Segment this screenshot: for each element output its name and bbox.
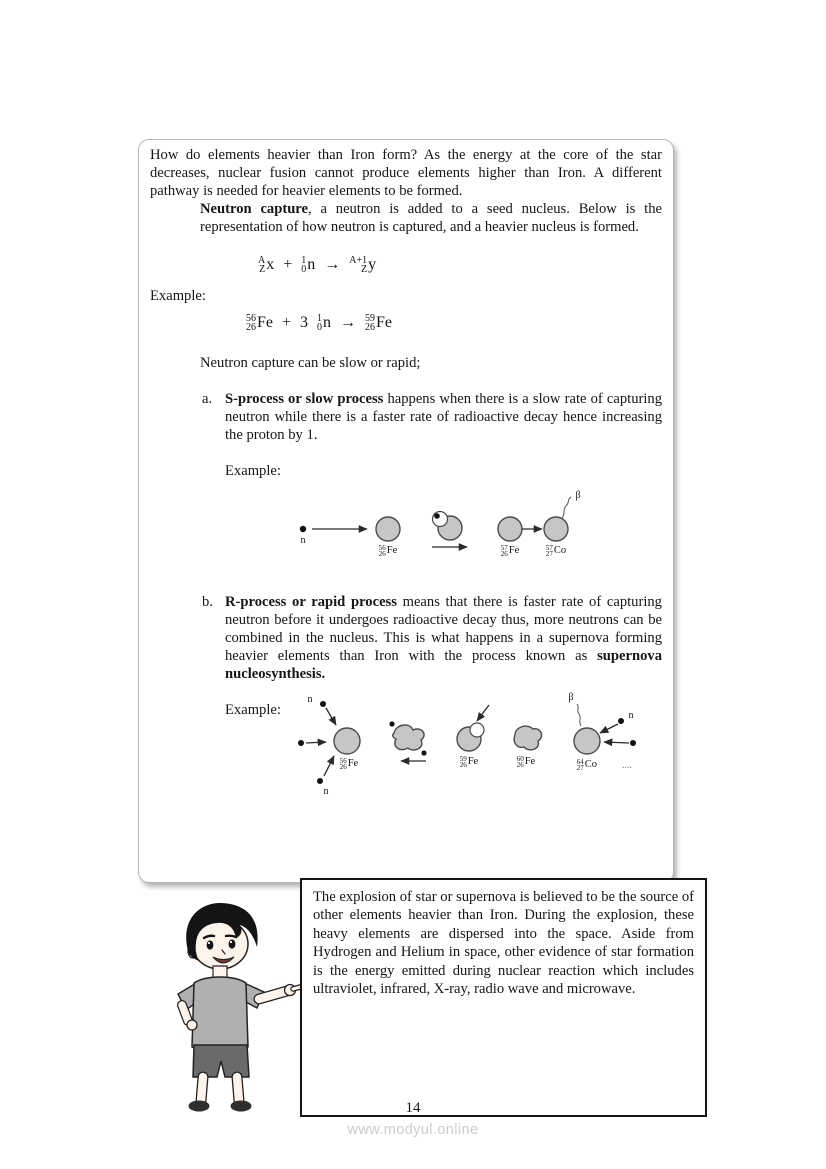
- element-symbol: x: [266, 256, 275, 273]
- beta-label: β: [568, 691, 574, 703]
- neutron-dot: [389, 721, 394, 726]
- mass-number: 1: [317, 313, 323, 324]
- capture-arrow: [477, 705, 489, 721]
- atomic-number: 26: [246, 322, 256, 333]
- supernova-nucleosynthesis-term: supernova nucleosynthesis.: [225, 647, 662, 682]
- s-process-diagram-art: [281, 495, 613, 575]
- lesson-content-box: [138, 139, 674, 883]
- r-process-term: R-process or rapid process: [225, 593, 397, 610]
- beta-squiggle: [562, 497, 571, 518]
- example-label: Example:: [225, 701, 281, 718]
- capture-notch: [470, 723, 484, 737]
- co64-label: 64 27 Co: [576, 757, 598, 772]
- element-symbol: n: [323, 314, 332, 331]
- boy-head: [186, 903, 257, 969]
- fe56-nucleus: [334, 728, 360, 754]
- plus-operator: +: [283, 256, 293, 273]
- neutron-dot: [320, 701, 326, 707]
- page-number: 14: [405, 1100, 421, 1116]
- fe57-label: 57 26 Fe: [500, 543, 520, 558]
- capture-arrow: [306, 742, 326, 743]
- r-process-diagram: [293, 691, 645, 803]
- co57-label: 57 27 Co: [545, 543, 567, 558]
- neutron-capture-text: , a neutron is added to a seed nucleus. Below is the representation of how neutron is captured, and a heavier nucleus is formed.: [200, 201, 663, 235]
- neutron-dot: [618, 718, 624, 724]
- boy-fist: [187, 1020, 197, 1030]
- capture-notch: [433, 511, 448, 526]
- neutron-dot: [300, 525, 306, 531]
- boy-eyebrow: [226, 936, 236, 937]
- beta-squiggle: [577, 704, 581, 726]
- element-symbol: n: [307, 256, 316, 273]
- reaction-arrow: →: [340, 314, 357, 331]
- co57-nucleus: [544, 517, 568, 541]
- mass-number: 59: [365, 313, 376, 324]
- r-process-diagram-art: [293, 691, 645, 803]
- atomic-number: 26: [365, 322, 376, 333]
- mass-number: A+1: [349, 255, 368, 266]
- neutron-dot: [298, 740, 304, 746]
- r-process-text: means that there is faster rate of capturing neutron before it undergoes radioactive decay thus, more neutrons can be combined in the nucleus. This is what happens in a supernova forming heavier elements than Iron with the process known as: [225, 593, 662, 664]
- boy-body: [178, 966, 304, 1112]
- fe56-label: 56 26 Fe: [378, 543, 398, 558]
- mass-number: A: [258, 255, 266, 266]
- capturing-cluster: [393, 725, 424, 750]
- atomic-number: 0: [317, 322, 323, 333]
- coefficient: 3: [300, 314, 309, 331]
- nuclide-fe56: [246, 314, 273, 332]
- intro-paragraph: How do elements heavier than Iron form? As the energy at the core of the star decreases, nuclear fusion cannot produce elements higher than Iron. A different pathway is needed for heavier elements to be formed.: [150, 147, 662, 199]
- nuclide-neutron: [301, 256, 315, 274]
- neutron-dot: [317, 778, 323, 784]
- nuclide-reactant: [258, 256, 274, 274]
- neutron-capture-term: Neutron capture: [200, 201, 309, 217]
- nuclide-fe59: [365, 314, 392, 332]
- beta-label: β: [575, 489, 581, 501]
- capture-arrow: [600, 724, 618, 733]
- s-process-diagram: [281, 489, 613, 579]
- capture-arrow: [326, 708, 336, 725]
- neutron-label: n: [628, 709, 634, 721]
- example-label: Example:: [225, 463, 281, 479]
- fe59-label: 59 26 Fe: [459, 754, 479, 769]
- example-label: Example:: [150, 288, 206, 304]
- capture-arrow: [604, 742, 629, 743]
- s-process-paragraph: [225, 390, 662, 444]
- reaction-arrow: →: [324, 256, 341, 273]
- neutron-label: n: [307, 693, 313, 705]
- boy-shirt: [192, 977, 248, 1053]
- plus-operator: +: [282, 314, 292, 331]
- neutron-dot: [421, 750, 426, 755]
- iron-equation: [246, 314, 662, 332]
- boy-pointing-arm: [259, 985, 304, 1000]
- boy-eye: [207, 940, 214, 949]
- element-symbol: y: [368, 256, 377, 273]
- boy-illustration: [140, 897, 308, 1115]
- fe60-nucleus: [514, 726, 541, 750]
- list-item-b: [202, 593, 662, 803]
- capture-arrow: [324, 756, 334, 776]
- s-process-text: happens when there is a slow rate of capturing neutron while there is a faster rate of radioactive decay hence increasing the proton by 1.: [225, 391, 662, 443]
- neutron-label: n: [300, 534, 306, 546]
- mass-number: 56: [246, 313, 256, 324]
- nuclide-product: [349, 256, 376, 274]
- neutron-capture-paragraph: [200, 200, 662, 236]
- watermark: www.modyul.online: [347, 1122, 479, 1138]
- nuclide-neutron: [317, 314, 331, 332]
- fe60-label: 60 26 Fe: [516, 754, 536, 769]
- s-process-term: S-process or slow process: [225, 391, 384, 407]
- continuation-dots: ....: [621, 759, 632, 771]
- list-item-a: [202, 390, 662, 579]
- incoming-neutron-dot: [434, 513, 440, 519]
- co64-nucleus: [574, 728, 600, 754]
- neutron-label: n: [323, 785, 329, 797]
- element-symbol: Fe: [257, 314, 273, 331]
- boy-eye: [229, 939, 236, 948]
- element-symbol: Fe: [376, 314, 393, 331]
- fe56-label: 56 26 Fe: [339, 756, 359, 771]
- supernova-callout-box: [300, 878, 707, 1117]
- atomic-number: Z: [259, 264, 266, 275]
- fe57-nucleus: [498, 517, 522, 541]
- supernova-callout-text: The explosion of star or supernova is believed to be the source of other elements heavier than Iron. During the explosion, these heavy elements are dispersed into the space. Aside from Hydrogen and Helium in space, other evidence of star formation is the energy emitted during nuclear reaction which includes ultraviolet, infrared, X-ray, radio wave and microwave.: [313, 889, 694, 998]
- r-process-paragraph: [225, 593, 662, 683]
- slow-rapid-line: Neutron capture can be slow or rapid;: [200, 355, 421, 371]
- list-marker-a: a.: [202, 391, 213, 407]
- atomic-number: Z: [361, 264, 368, 275]
- list-marker-b: b.: [202, 593, 213, 610]
- general-equation: [258, 256, 662, 274]
- fe56-nucleus: [376, 517, 400, 541]
- atomic-number: 0: [301, 264, 307, 275]
- neutron-dot: [630, 740, 636, 746]
- mass-number: 1: [301, 255, 307, 266]
